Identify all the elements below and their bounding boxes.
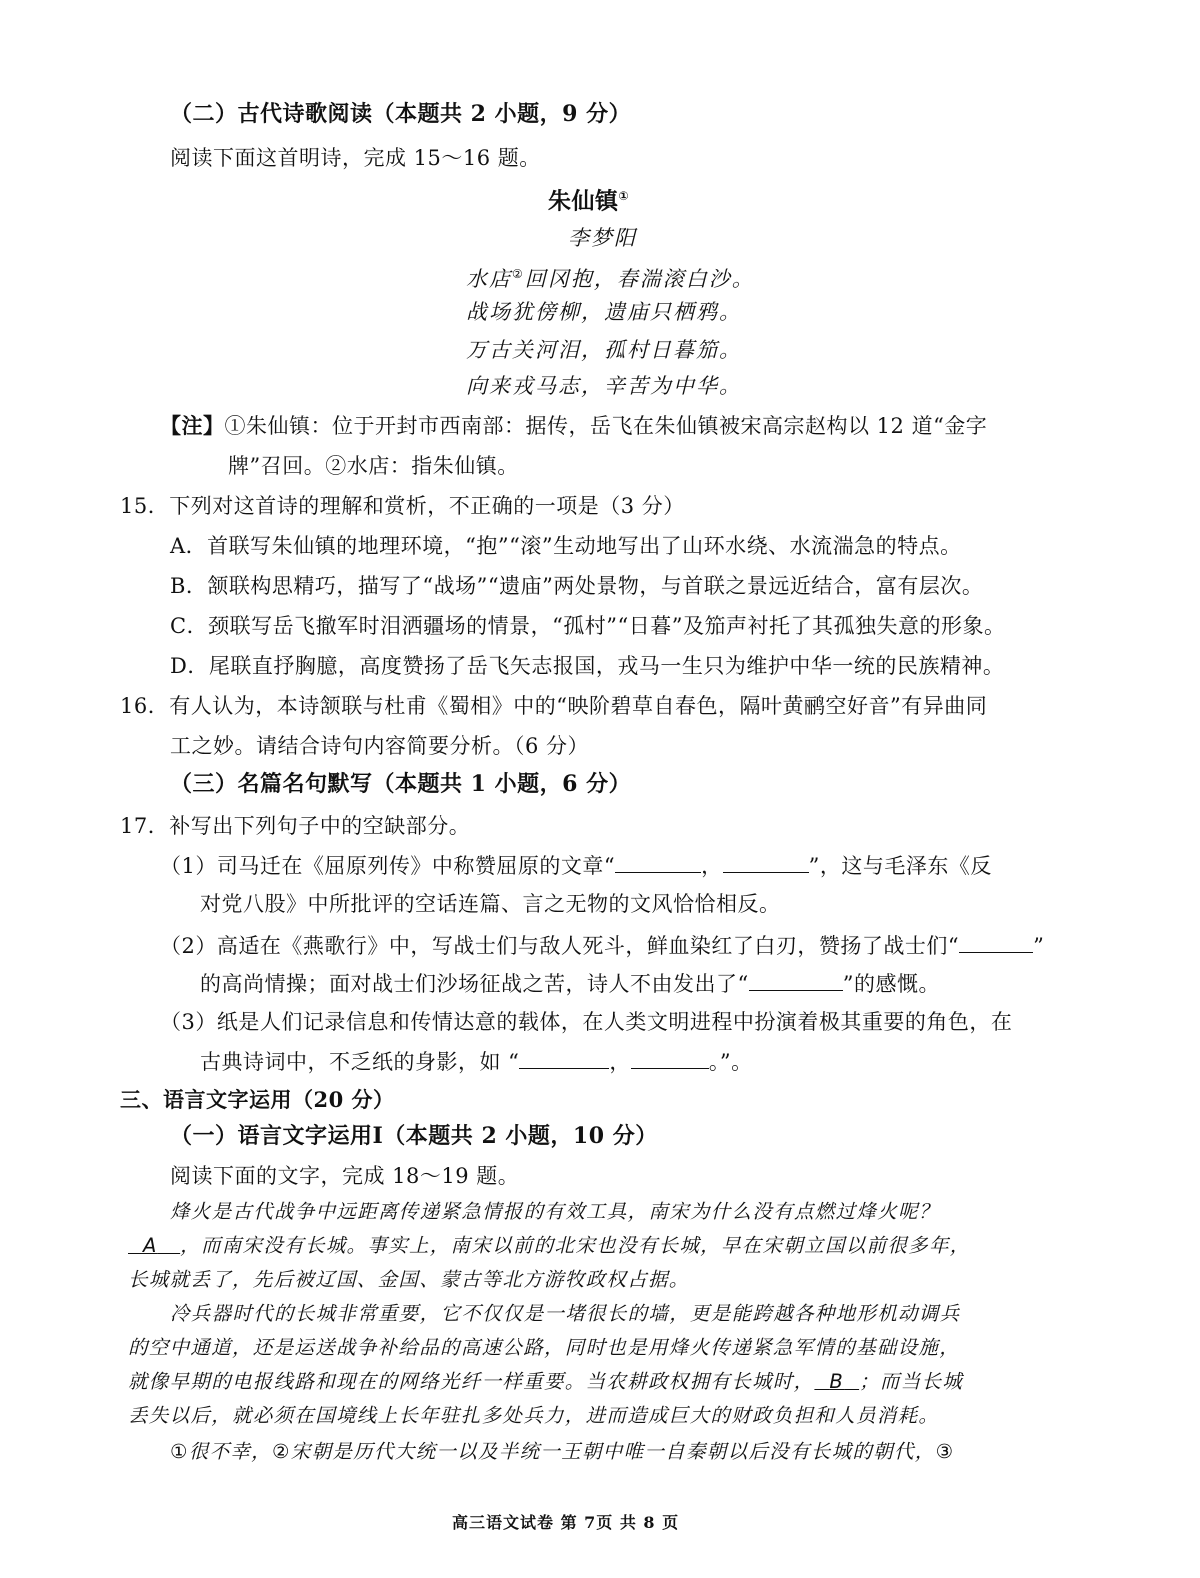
passage-line: ①很不幸，②宋朝是历代大统一以及半统一王朝中唯一自秦朝以后没有长城的朝代，③ <box>170 1440 955 1463</box>
poem-title: 朱仙镇① <box>548 188 630 215</box>
answer-blank[interactable] <box>959 930 1033 953</box>
poem-line-3: 万古关河泪，孤村日暮笳。 <box>466 338 742 362</box>
passage-line: 就像早期的电报线路和现在的网络光纤一样重要。当农耕政权拥有长城时， B ；而当长城 <box>128 1370 964 1393</box>
passage-blank-b: B <box>829 1370 845 1393</box>
passage-line: 丢失以后，就必须在国境线上长年驻扎多处兵力，进而造成巨大的财政负担和人员消耗。 <box>128 1404 940 1427</box>
question-16-line-2: 工之妙。请结合诗句内容简要分析。（6 分） <box>170 734 590 758</box>
passage-blank-a: A <box>143 1234 158 1257</box>
question-17-part-3: （3）纸是人们记录信息和传情达意的载体，在人类文明进程中扮演着极其重要的角色，在 <box>160 1010 1013 1034</box>
poem-author: 李梦阳 <box>568 226 637 250</box>
question-17-part-3-cont: 古典诗词中，不乏纸的身影，如 “ ， 。”。 <box>200 1046 753 1076</box>
poem-note: 【注】①朱仙镇：位于开封市西南部：据传，岳飞在朱仙镇被宋高宗赵构以 12 道“金字 <box>160 413 988 438</box>
answer-blank[interactable] <box>723 850 809 873</box>
question-17-part-1: （1）司马迁在《屈原列传》中称赞屈原的文章“ ， ”，这与毛泽东《反 <box>160 850 992 880</box>
question-15-option-a: A．首联写朱仙镇的地理环境，“抱”“滚”生动地写出了山环水绕、水流湍急的特点。 <box>170 534 962 558</box>
passage-line: 烽火是古代战争中远距离传递紧急情报的有效工具，南宋为什么没有点燃过烽火呢？ <box>170 1200 940 1223</box>
section-heading-language-use-1: （一）语言文字运用Ⅰ（本题共 2 小题，10 分） <box>170 1123 658 1149</box>
question-17-stem: 17．补写出下列句子中的空缺部分。 <box>120 814 471 838</box>
passage-line: 冷兵器时代的长城非常重要，它不仅仅是一堵很长的墙，更是能跨越各种地形机动调兵 <box>170 1302 961 1325</box>
question-15-stem: 15．下列对这首诗的理解和赏析，不正确的一项是（3 分） <box>120 494 685 518</box>
answer-blank[interactable] <box>615 850 701 873</box>
part-heading-language-use: 三、语言文字运用（20 分） <box>120 1087 395 1112</box>
question-17-part-2: （2）高适在《燕歌行》中，写战士们与敌人死斗，鲜血染红了白刃，赞扬了战士们“ ” <box>160 930 1044 960</box>
question-16-line-1: 16．有人认为，本诗颔联与杜甫《蜀相》中的“映阶碧草自春色，隔叶黄鹂空好音”有异曲同 <box>120 694 988 718</box>
question-15-option-c: C．颈联写岳飞撤军时泪洒疆场的情景，“孤村”“日暮”及笳声衬托了其孤独失意的形象。 <box>170 614 1006 638</box>
poem-note-cont: 牌”召回。②水店：指朱仙镇。 <box>228 454 519 478</box>
poem-instruction: 阅读下面这首明诗，完成 15～16 题。 <box>170 146 541 170</box>
answer-blank[interactable] <box>631 1046 709 1069</box>
question-17-part-2-cont: 的高尚情操；面对战士们沙场征战之苦，诗人不由发出了“ ”的感慨。 <box>200 968 940 998</box>
passage-line: 长城就丢了，先后被辽国、金国、蒙古等北方游牧政权占据。 <box>128 1268 690 1291</box>
reading-instruction: 阅读下面的文字，完成 18～19 题。 <box>170 1164 520 1188</box>
answer-blank[interactable] <box>749 968 843 991</box>
question-15-option-b: B．颔联构思精巧，描写了“战场”“遗庙”两处景物，与首联之景远近结合，富有层次。 <box>170 574 984 598</box>
section-heading-dictation: （三）名篇名句默写（本题共 1 小题，6 分） <box>170 771 632 797</box>
section-heading-poetry: （二）古代诗歌阅读（本题共 2 小题，9 分） <box>170 101 632 127</box>
question-17-part-1-cont: 对党八股》中所批评的空话连篇、言之无物的文风恰恰相反。 <box>200 892 781 916</box>
question-15-option-d: D．尾联直抒胸臆，高度赞扬了岳飞矢志报国，戎马一生只为维护中华一统的民族精神。 <box>170 654 1005 678</box>
poem-line-1: 水店②回冈抱，春湍滚白沙。 <box>466 267 755 291</box>
poem-line-4: 向来戎马志，辛苦为中华。 <box>466 374 742 398</box>
passage-line: A ，而南宋没有长城。事实上，南宋以前的北宋也没有长城，早在宋朝立国以前很多年， <box>128 1232 971 1260</box>
answer-blank[interactable] <box>519 1046 609 1069</box>
poem-line-2: 战场犹傍柳，遗庙只栖鸦。 <box>466 300 742 324</box>
passage-line: 的空中通道，还是运送战争补给品的高速公路，同时也是用烽火传递紧急军情的基础设施， <box>128 1336 961 1359</box>
page-footer: 高三语文试卷 第 7页 共 8 页 <box>452 1513 680 1532</box>
